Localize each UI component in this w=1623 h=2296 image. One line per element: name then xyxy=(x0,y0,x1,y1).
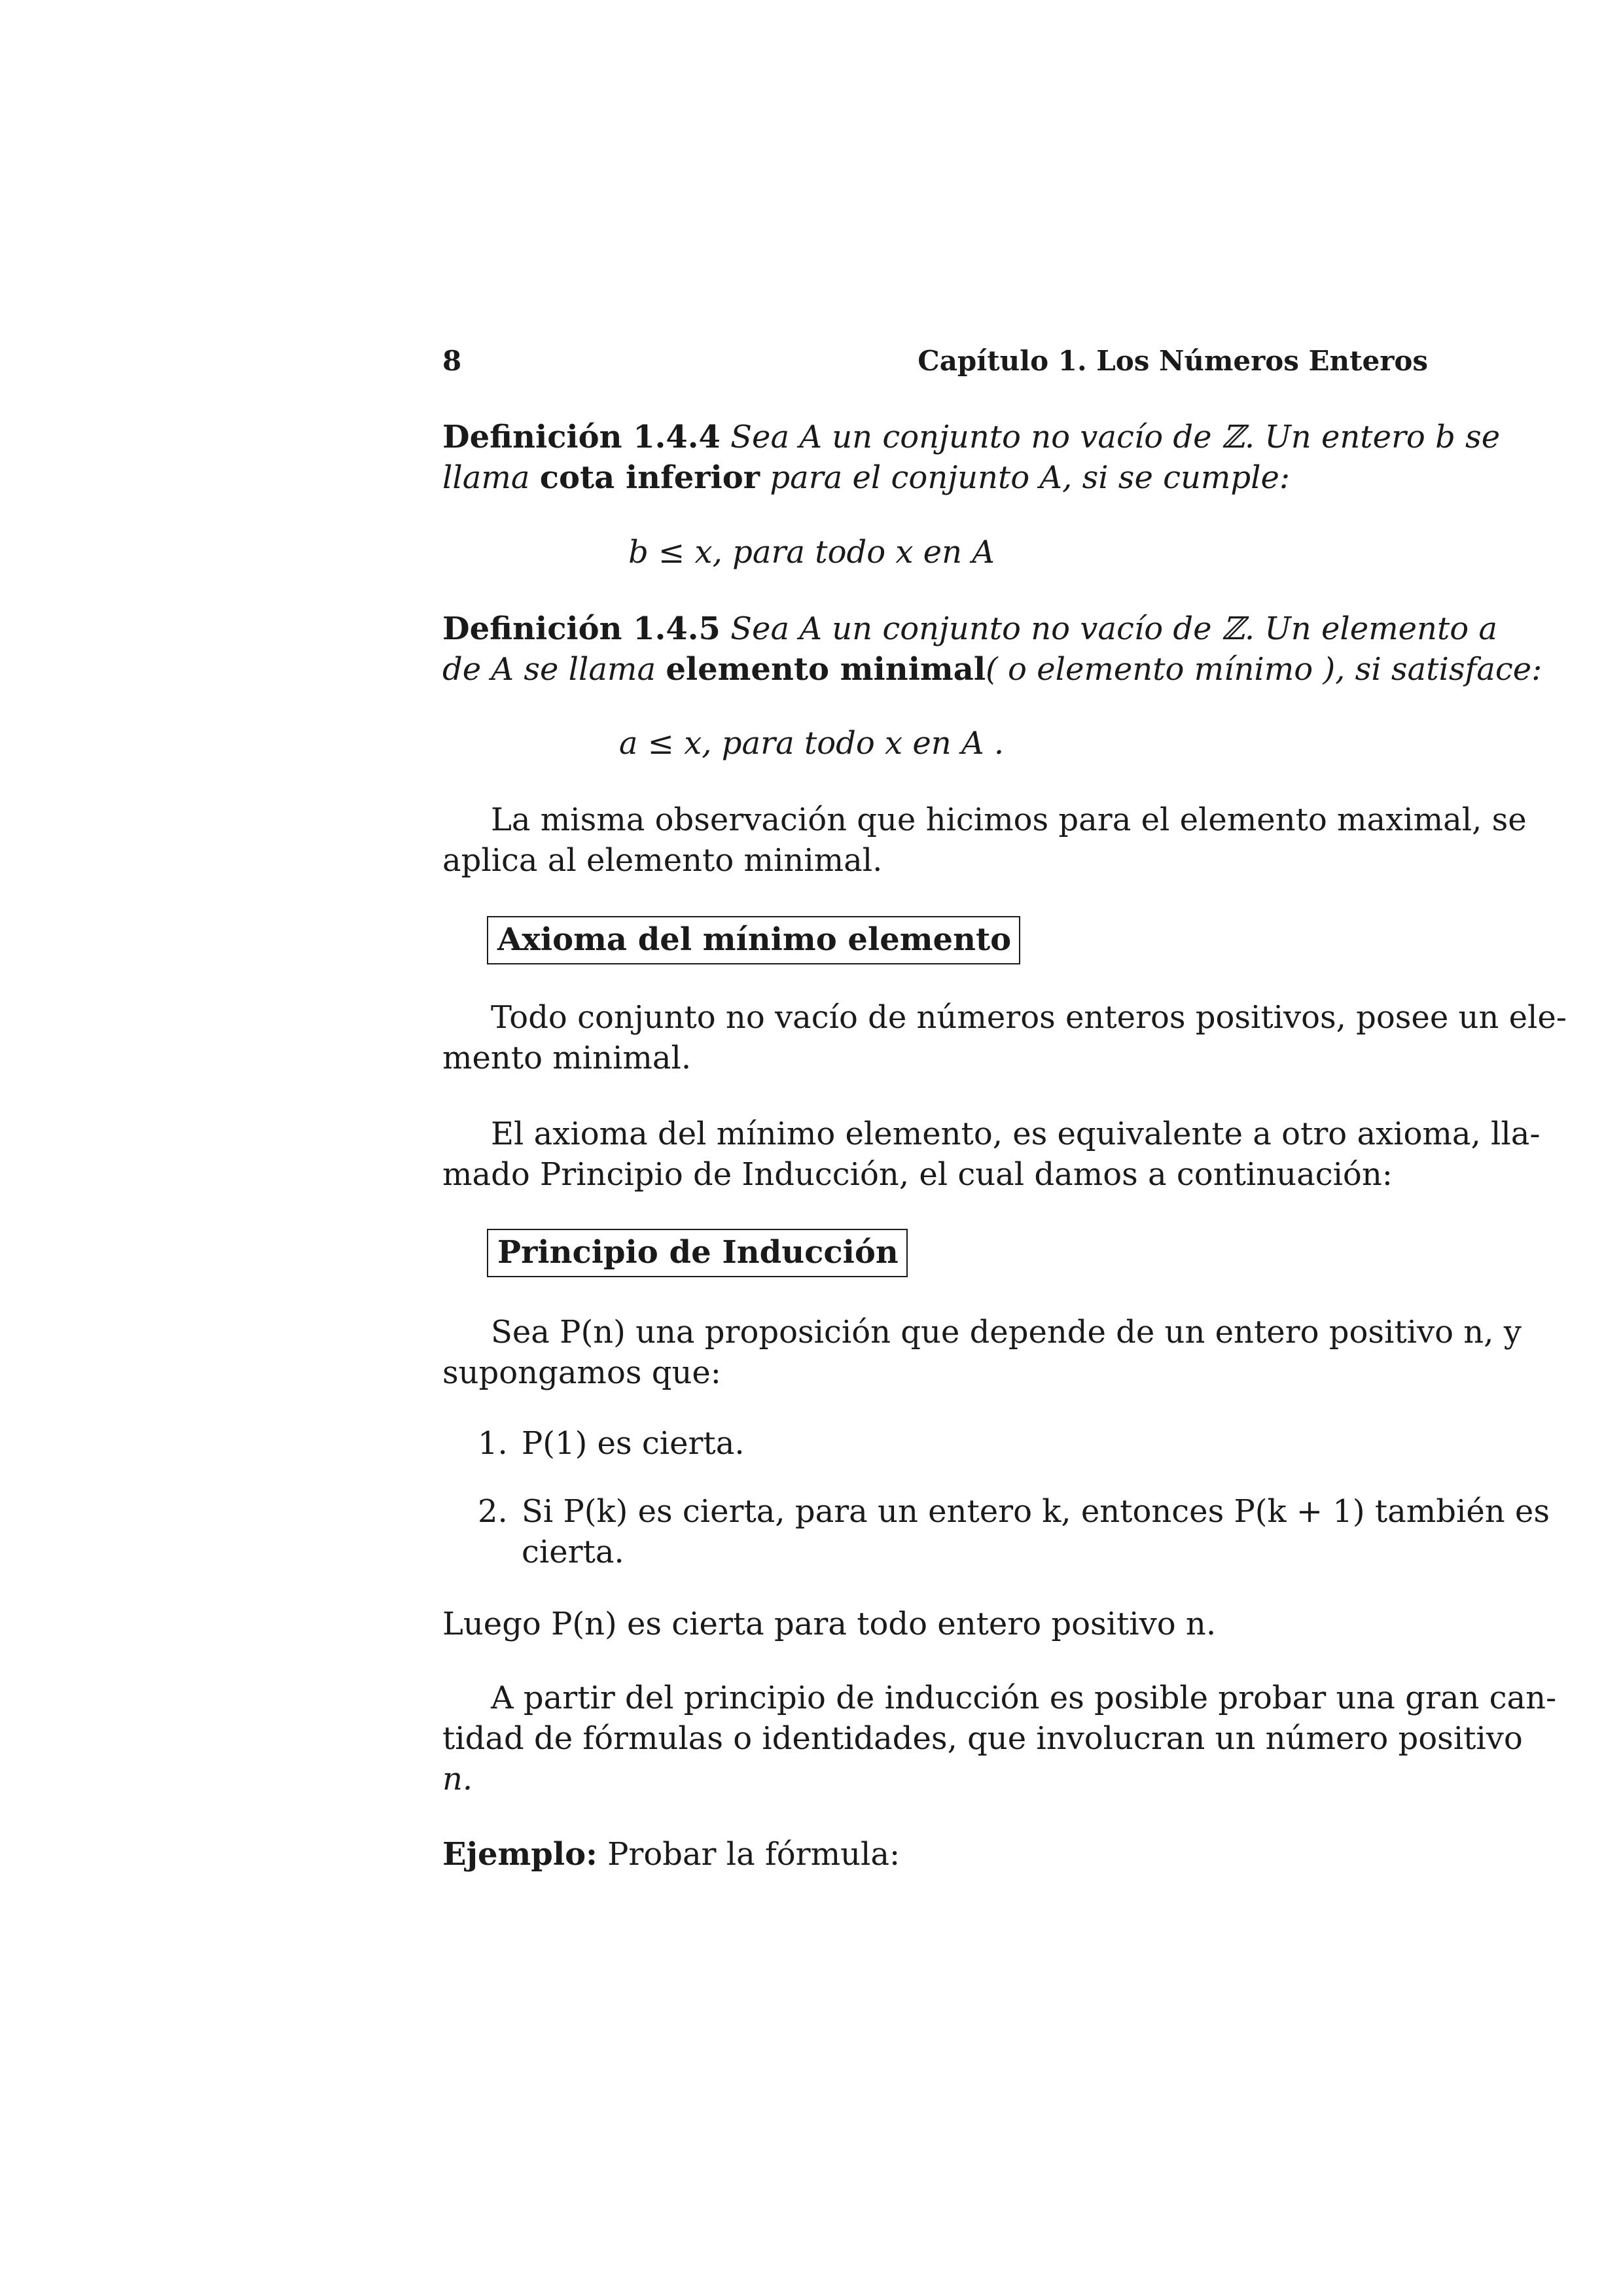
definition-text: llama xyxy=(442,459,540,496)
paragraph-axiom-line-2: mento minimal. xyxy=(442,1040,692,1076)
definition-term: elemento minimal xyxy=(666,651,986,688)
definition-1-4-4-line-1 xyxy=(442,419,1500,455)
definition-text: para el conjunto A, si se cumple: xyxy=(760,459,1291,496)
paragraph-equivalence-line-1: El axioma del mínimo elemento, es equivalente a otro axioma, lla- xyxy=(491,1116,1541,1152)
definition-label: Definición 1.4.5 xyxy=(442,610,721,647)
paragraph-apartir-line-2: tidad de fórmulas o identidades, que involucran un número positivo xyxy=(442,1720,1523,1757)
paragraph-conclusion: Luego P(n) es cierta para todo entero positivo n. xyxy=(442,1606,1217,1642)
formula-cota-inferior: b ≤ x, para todo x en A xyxy=(628,534,995,571)
example-label: Ejemplo: xyxy=(442,1836,597,1873)
list-item-number: 1. xyxy=(478,1425,508,1462)
list-item-number: 2. xyxy=(478,1493,508,1530)
paragraph-sea-line-1: Sea P(n) una proposición que depende de un entero positivo n, y xyxy=(491,1314,1522,1351)
paragraph-apartir-line-1: A partir del principio de inducción es posible probar una gran can- xyxy=(491,1680,1557,1716)
definition-text: Sea A un conjunto no vacío de ℤ. Un elemento a xyxy=(720,610,1498,647)
axiom-heading-box: Axioma del mínimo elemento xyxy=(487,916,1020,964)
definition-1-4-4-line-2 xyxy=(442,459,1290,496)
induction-heading-box: Principio de Inducción xyxy=(487,1229,908,1277)
definition-1-4-5-line-1 xyxy=(442,610,1497,647)
definition-text: Sea A un conjunto no vacío de ℤ. Un entero b se xyxy=(720,419,1501,455)
example-line xyxy=(442,1836,900,1873)
chapter-heading: Capítulo 1. Los Números Enteros xyxy=(918,345,1428,377)
paragraph-axiom-line-1: Todo conjunto no vacío de números enteros positivos, posee un ele- xyxy=(491,999,1567,1036)
formula-elemento-minimal: a ≤ x, para todo x en A . xyxy=(618,725,1005,762)
paragraph-apartir-line-3: n. xyxy=(442,1761,473,1797)
paragraph-sea-line-2: supongamos que: xyxy=(442,1354,721,1391)
paragraph-equivalence-line-2: mado Principio de Inducción, el cual damos a continuación: xyxy=(442,1156,1393,1193)
definition-term: cota inferior xyxy=(539,459,760,496)
definition-text: ( o elemento mínimo ), si satisface: xyxy=(986,651,1543,688)
definition-label: Definición 1.4.4 xyxy=(442,419,721,455)
list-item-text-continuation: cierta. xyxy=(522,1534,624,1570)
example-text: Probar la fórmula: xyxy=(597,1836,901,1873)
definition-1-4-5-line-2 xyxy=(442,651,1542,688)
paragraph-observation-line-1: La misma observación que hicimos para el elemento maximal, se xyxy=(491,802,1527,838)
list-item-text: Si P(k) es cierta, para un entero k, entonces P(k + 1) también es xyxy=(522,1493,1550,1530)
list-item-text: P(1) es cierta. xyxy=(522,1425,745,1462)
paragraph-observation-line-2: aplica al elemento minimal. xyxy=(442,842,883,879)
definition-text: de A se llama xyxy=(442,651,666,688)
page-number: 8 xyxy=(442,345,462,377)
